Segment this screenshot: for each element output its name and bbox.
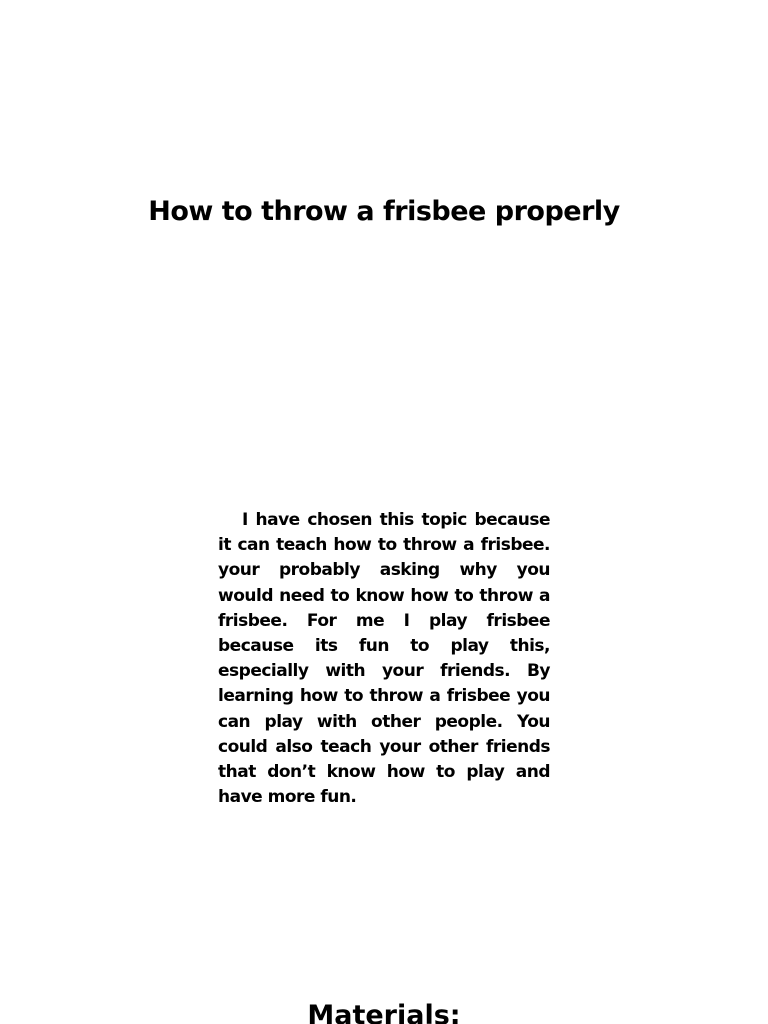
- materials-heading: Materials:: [307, 1000, 461, 1024]
- intro-paragraph: I have chosen this topic because it can teach how to throw a frisbee. your probably asking why you would need to know how to throw a frisbee. For me I play frisbee because its fun to play this, especially with your friends. By learning how to throw a frisbee you can play with other people. You could also teach your other friends that don’t know how to play and have more fun.: [218, 510, 550, 808]
- document-title: How to throw a frisbee properly: [148, 196, 620, 227]
